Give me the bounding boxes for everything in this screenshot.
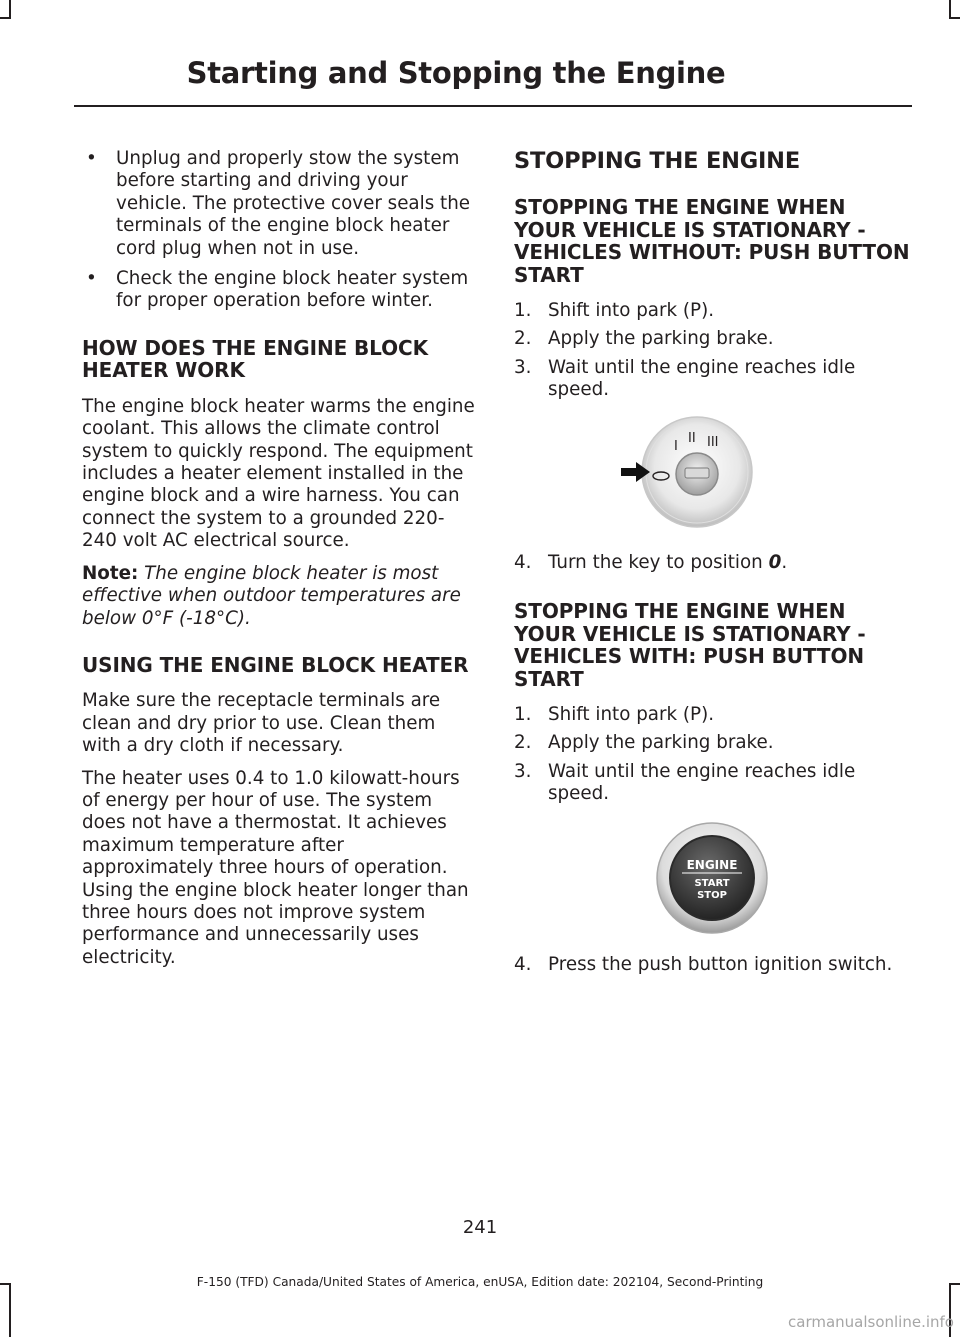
section-heading-without-push-button: STOPPING THE ENGINE WHEN YOUR VEHICLE IS STATIONARY - VEHICLES WITHOUT: PUSH BUTTON START [514,195,910,287]
step-text: Shift into park (P). [548,300,715,321]
crop-mark [949,17,960,19]
bullet-item [82,268,477,313]
step-number: 3. [514,760,532,782]
step-text: Apply the parking brake. [548,732,774,754]
bullet-text: Unplug and properly stow the system before starting and driving your vehicle. The protective cover seals the terminals of the engine block heater cord plug when not in use. [116,148,471,259]
bullet-mark: • [86,148,97,169]
step-number: 3. [514,356,532,378]
position-label: II [688,430,696,446]
step-text: Shift into park (P). [548,704,715,726]
list-item [514,552,912,574]
bullet-text: Check the engine block heater system for proper operation before winter. [116,268,469,312]
crop-mark [949,0,951,17]
page-title: Starting and Stopping the Engine [186,56,726,90]
step-text: Wait until the engine reaches idle speed. [548,356,856,401]
list-item [514,704,912,726]
step-text: Wait until the engine reaches idle speed. [548,760,856,805]
page-number: 241 [462,1217,498,1238]
push-button-figure [514,818,912,936]
step-text: Turn the key to position [548,551,769,573]
watermark: carmanualsonline.info [788,1313,954,1331]
list-item [514,300,912,322]
list-item [514,328,912,350]
position-label: I [674,438,678,454]
step-number: 2. [514,328,532,350]
ignition-switch-figure [514,412,912,534]
left-column [82,148,477,979]
step-text-end: . [781,551,788,573]
button-label: STOP [697,889,727,901]
step-text: Apply the parking brake. [548,328,774,350]
button-label: ENGINE [686,857,738,872]
step-number: 4. [514,551,532,573]
right-column [514,148,912,982]
note-text: The engine block heater is most effective when outdoor temperatures are below 0°F (-18°C). [82,562,461,629]
crop-mark [9,1283,11,1337]
engine-start-stop-button-icon [514,818,912,936]
crop-mark [0,17,11,19]
position-label: III [707,434,719,450]
section-title-stopping-engine: STOPPING THE ENGINE [514,148,800,174]
step-number: 4. [514,953,532,975]
section-heading-how-heater-works: HOW DOES THE ENGINE BLOCK HEATER WORK [82,335,428,383]
step-number: 2. [514,732,532,754]
list-item [514,954,912,976]
section-heading-using-heater: USING THE ENGINE BLOCK HEATER [82,652,469,677]
ignition-key-icon [514,412,912,534]
crop-mark [9,0,11,17]
list-item [514,761,912,806]
note [82,563,477,630]
bullet-mark: • [86,268,97,290]
paragraph-how-heater-works: The engine block heater warms the engine coolant. This allows the climate control system to quickly respond. The equipment includes a heater element installed in the engine block and a wire harness. You can connect the system to a grounded 220-240 volt AC electrical source. [82,395,475,552]
button-label: START [694,877,730,889]
paragraph-using-heater-2: The heater uses 0.4 to 1.0 kilowatt-hours of energy per hour of use. The system does not have a thermostat. It achieves maximum temperature after approximately three hours of operation. Using the engine block heater longer than three hours does not improve system performance and unnecessarily uses electricity. [82,767,469,968]
edition-line: F-150 (TFD) Canada/United States of America, enUSA, Edition date: 202104, Second-Printing [196,1275,764,1289]
step-number: 1. [514,704,532,726]
section-heading-with-push-button: STOPPING THE ENGINE WHEN YOUR VEHICLE IS STATIONARY - VEHICLES WITH: PUSH BUTTON START [514,599,866,691]
key-position-value: 0 [768,551,782,573]
step-text: Press the push button ignition switch. [548,953,893,975]
header-divider [74,105,912,107]
bullet-item [82,148,477,260]
list-item [514,357,912,402]
paragraph-using-heater-1: Make sure the receptacle terminals are clean and dry prior to use. Clean them with a dry cloth if necessary. [82,690,441,757]
note-label: Note: [82,562,139,584]
step-number: 1. [514,300,532,321]
list-item [514,732,912,754]
